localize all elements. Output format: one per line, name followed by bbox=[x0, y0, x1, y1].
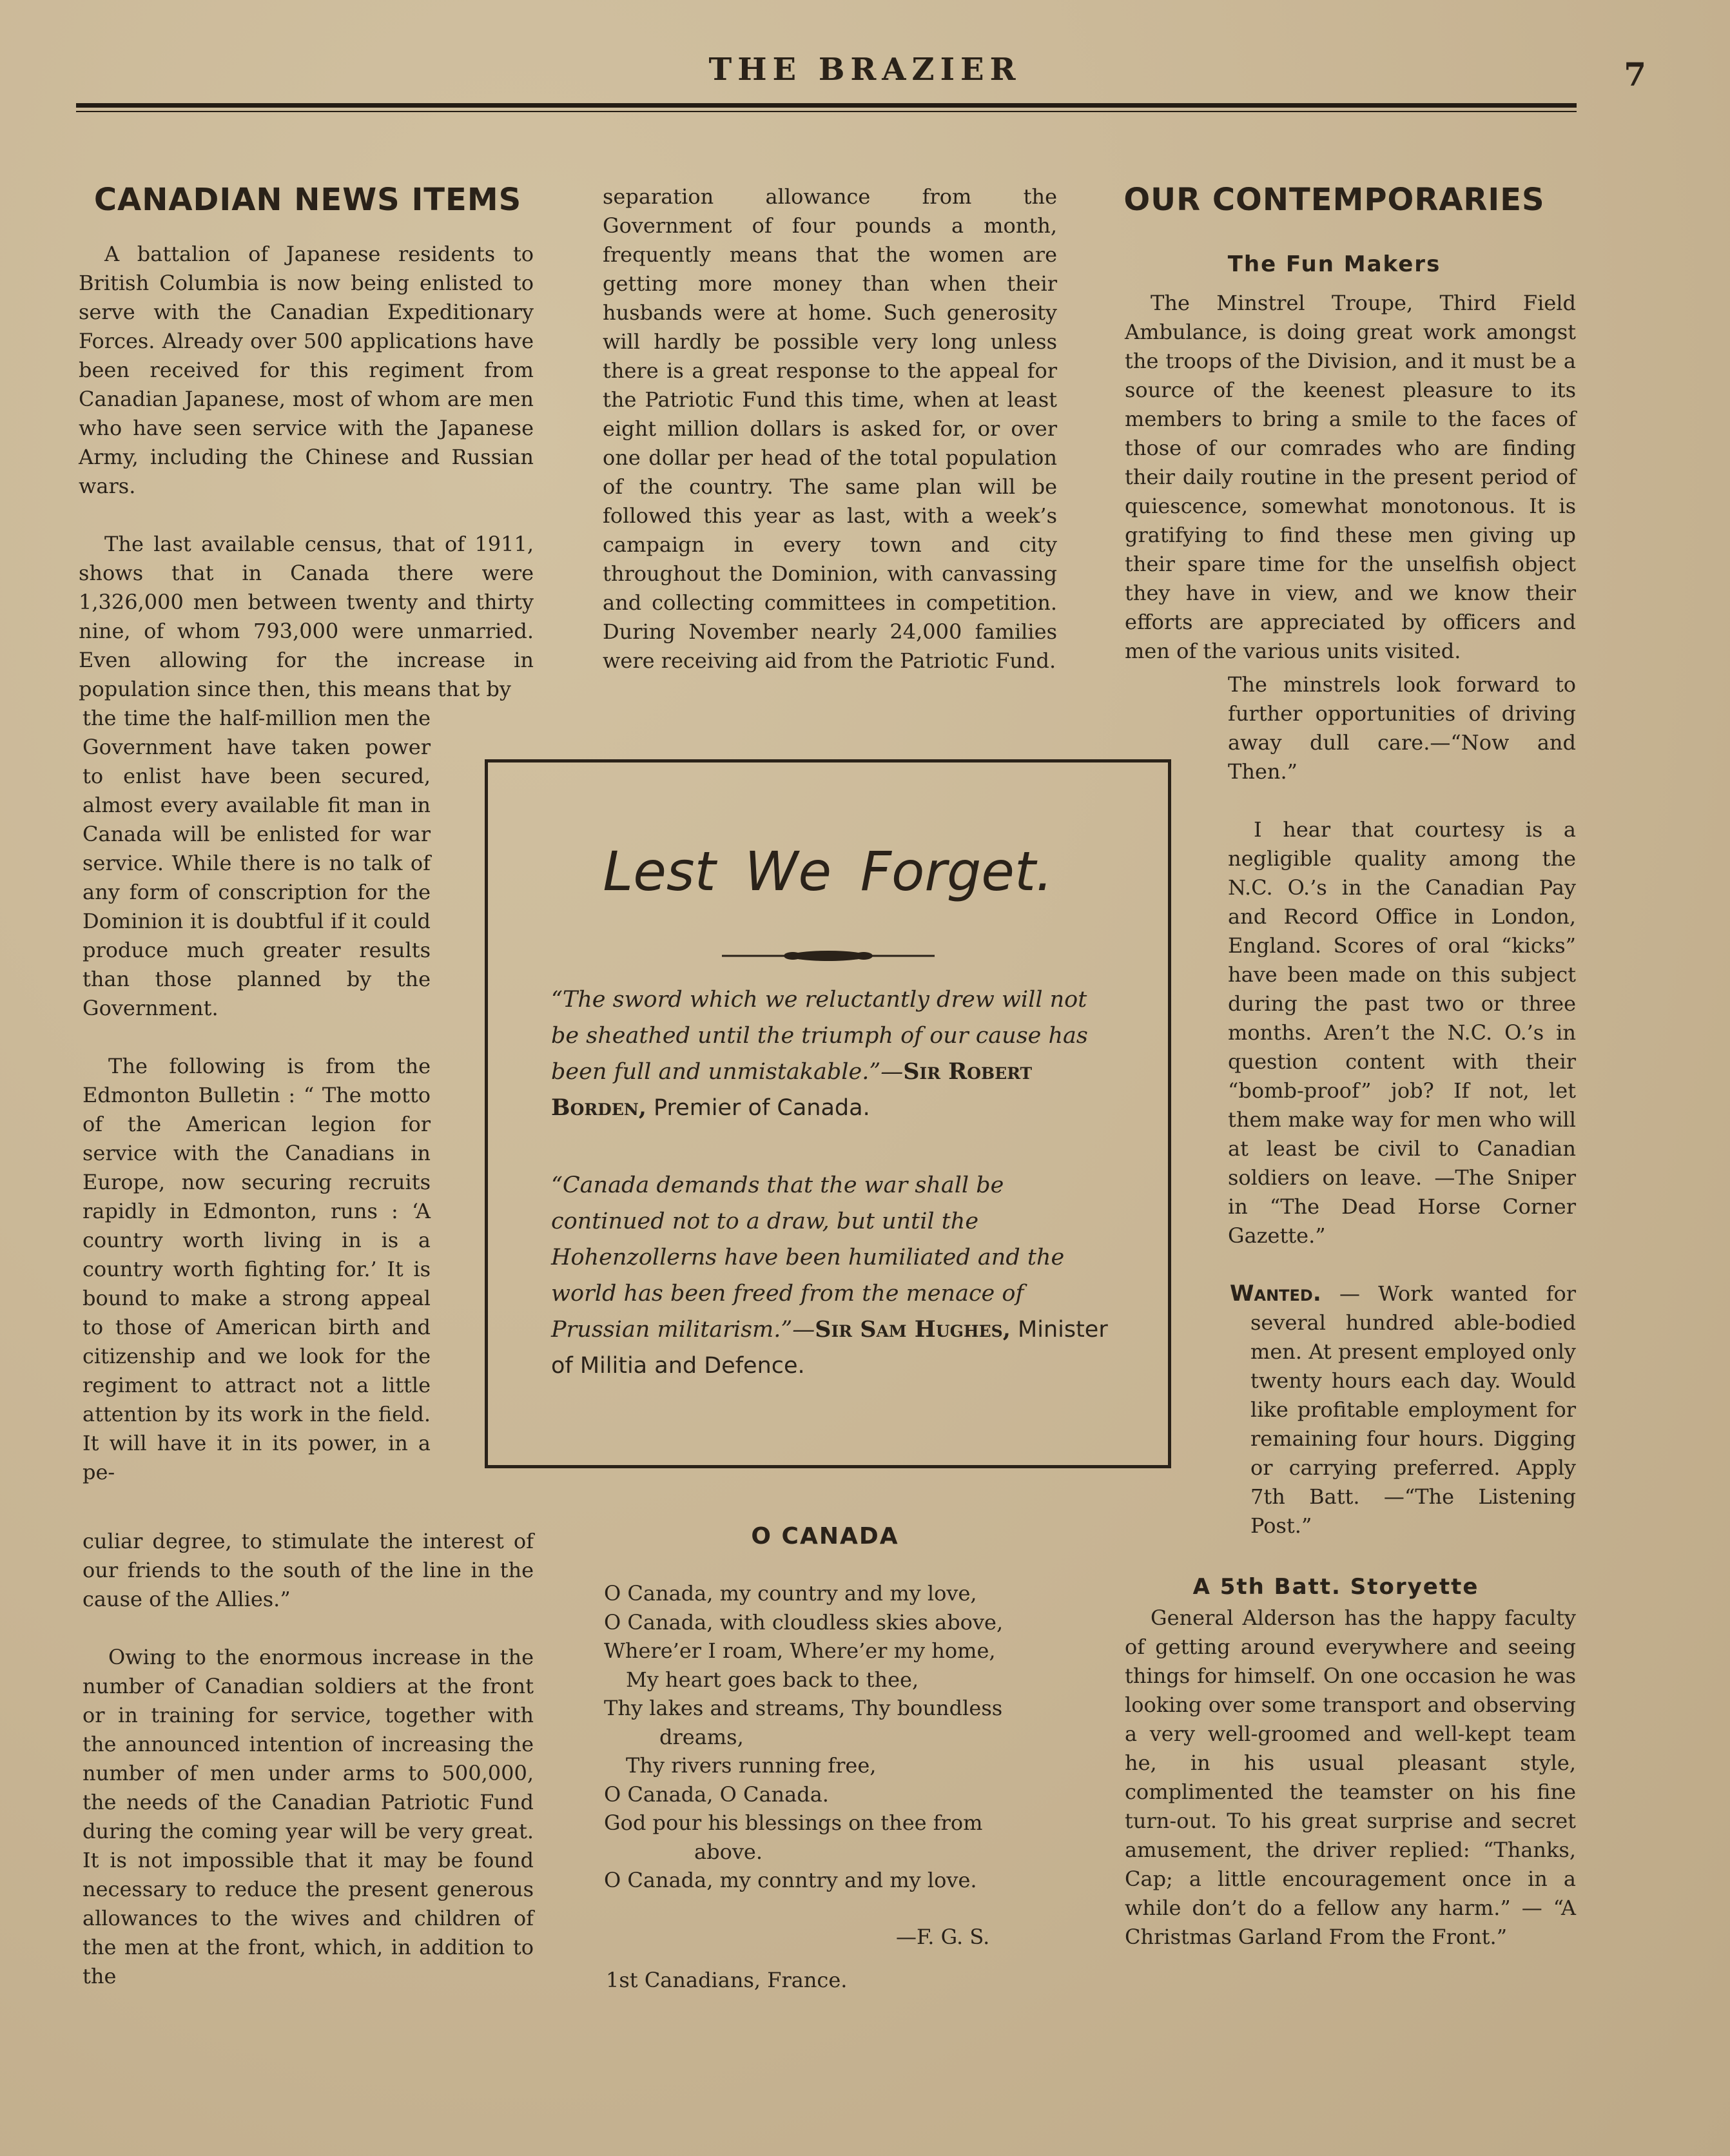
canadian-news-column-narrow bbox=[83, 704, 431, 1487]
borden-quote-block bbox=[551, 982, 1112, 1126]
o-canada-poem bbox=[604, 1579, 1003, 1895]
poem-signature: —F. G. S. bbox=[896, 1925, 990, 1949]
poem-line: My heart goes back to thee, bbox=[626, 1667, 919, 1692]
hughes-name: Sir Sam Hughes, bbox=[815, 1316, 1011, 1343]
canadian-news-heading: CANADIAN NEWS ITEMS bbox=[93, 182, 522, 218]
header-rule-thin bbox=[76, 111, 1577, 112]
poem-line: O Canada, O Canada. bbox=[604, 1782, 829, 1807]
poem-line: above. bbox=[694, 1839, 763, 1864]
poem-line: God pour his blessings on thee from bbox=[604, 1811, 983, 1835]
news-item-patriotic-fund: Owing to the enormous increase in the number of Canadian soldiers at the front or in training for service, together with the announced intention of increasing the number of men under arms to 500,000, the needs of the Canadian Patriotic Fund during the coming year will be very great. It is not impossible that it may be found necessary to reduce the present generous allowances to the wives and children of the men at the front, which, in addition to the bbox=[83, 1645, 534, 1988]
canadian-news-column-top bbox=[79, 240, 534, 704]
news-item-census-cont: the time the half-million men the Government have taken power to enlist have been secured, almost every available fit man in Canada will be enlisted for war service. While there is no talk of any form of conscription for the Dominion it is doubtful if it could produce much greater results than those planned by the Government. bbox=[83, 706, 431, 1020]
wanted-text: — Work wanted for several hundred able-bodied men. At present employed only twenty hours each day. Would like profitable employment for remaining four hours. Digging or carrying preferred. Apply 7th Batt. —“The Listening Post.” bbox=[1250, 1281, 1576, 1538]
hughes-role: Minister of Militia and Defence. bbox=[551, 1317, 1108, 1379]
poem-line: Thy lakes and streams, Thy boundless bbox=[604, 1696, 1003, 1720]
poem-line: Where’er I roam, Where’er my home, bbox=[604, 1638, 996, 1663]
poem-line: O Canada, my country and my love, bbox=[604, 1581, 977, 1606]
fun-makers-text: The Minstrel Troupe, Third Field Ambulance, is doing great work amongst the troops of the Division, and it must be a source of the keenest pleasure to its members to bring a smile to the faces of those of our comrades who are finding their daily routine in the present period of quiescence, somewhat monotonous. It is gratifying to find these men giving up their spare time for the unselfish object they have in view, and we know their efforts are appreciated by officers and men of the various units visited. bbox=[1125, 291, 1576, 663]
lest-we-forget-box bbox=[485, 759, 1171, 1468]
canadian-news-column-bottom bbox=[83, 1527, 534, 1991]
news-item-japanese-battalion: A battalion of Japanese residents to British Columbia is now being enlisted to serve with the Canadian Expeditionary Forces. Already over 500 applications have been received for this regiment from Canadian Japanese, most of whom are men who have seen service with the Japanese Army, including the Chinese and Russian wars. bbox=[79, 242, 534, 498]
page-number: 7 bbox=[1624, 55, 1646, 93]
poem-line: Thy rivers running free, bbox=[626, 1753, 877, 1778]
poem-line: O Canada, my conntry and my love. bbox=[604, 1868, 977, 1892]
fun-makers-column-narrow bbox=[1228, 670, 1576, 1250]
storyette-heading: A 5th Batt. Storyette bbox=[1192, 1574, 1479, 1600]
news-item-patriotic-fund-cont: separation allowance from the Government of four pounds a month, frequently means that the women are getting more money than when their husbands were at home. Such generosity will hardly be possible very long unless there is a great response to the appeal for the Patriotic Fund this time, when at least eight million dollars is asked for, or over one dollar per head of the total population of the country. The same plan will be followed this year as last, with a week’s campaign in every town and city throughout the Dominion, with canvassing and collecting committees in competition. During November nearly 24,000 families were receiving aid from the Patriotic Fund. bbox=[603, 184, 1057, 673]
hughes-quote: “Canada demands that the war shall be continued not to a draw, but until the Hohenzollerns have been humiliated and the world has been freed from the menace of Prussian militarism.”— bbox=[551, 1172, 1065, 1343]
ornament-divider-icon bbox=[722, 948, 935, 964]
fun-makers-heading: The Fun Makers bbox=[1227, 251, 1441, 277]
borden-name: Sir Robert Borden, bbox=[551, 1058, 1033, 1121]
contemporaries-heading: OUR CONTEMPORARIES bbox=[1123, 182, 1545, 218]
o-canada-heading: O CANADA bbox=[751, 1523, 899, 1549]
storyette-column bbox=[1125, 1604, 1576, 1952]
lest-we-forget-title: Lest We Forget. bbox=[603, 840, 1053, 903]
patriotic-fund-column bbox=[603, 182, 1057, 675]
borden-role: Premier of Canada. bbox=[646, 1095, 870, 1121]
header-rule-thick bbox=[76, 103, 1577, 108]
news-item-edmonton-bulletin: The following is from the Edmonton Bulletin : “ The motto of the American legion for service with the Canadians in Europe, now securing recruits rapidly in Edmonton, runs : ‘A country worth living in is a country worth fighting for.’ It is bound to make a strong appeal to those of American birth and citizenship and we look for the regiment to attract not a little attention by its work in the field. It will have it in its power, in a pe- bbox=[83, 1054, 431, 1484]
news-item-edmonton-cont: culiar degree, to stimulate the interest of our friends to the south of the line in the cause of the Allies.” bbox=[83, 1529, 534, 1611]
poem-line: O Canada, with cloudless skies above, bbox=[604, 1609, 1004, 1635]
courtesy-text: I hear that courtesy is a negligible quality among the N.C. O.’s in the Canadian Pay and Record Office in London, England. Scores of oral “kicks” have been made on this subject during the past two or three months. Aren’t the N.C. O.’s in question content with their “bomb-proof” job? If not, let them make way for men who will at least be civil to Canadian soldiers on leave. —The Sniper in “The Dead Horse Corner Gazette.” bbox=[1228, 817, 1576, 1248]
wanted-label: Wanted. bbox=[1230, 1281, 1321, 1306]
hughes-quote-block bbox=[551, 1167, 1112, 1384]
wanted-notice bbox=[1230, 1279, 1576, 1540]
fun-makers-text-cont: The minstrels look forward to further opportunities of driving away dull care.—“Now and Then.” bbox=[1228, 672, 1576, 784]
storyette-text: General Alderson has the happy faculty of getting around everywhere and seeing things for himself. On one occasion he was looking over some transport and observing a very well-groomed and well-kept team he, in his usual pleasant style, complimented the teamster on his fine turn-out. To his great surprise and secret amusement, the driver replied: “Thanks, Cap; a little encouragement once in a while don’t do a fellow any harm.” — “A Christmas Garland From the Front.” bbox=[1125, 1606, 1576, 1949]
poem-line: dreams, bbox=[659, 1724, 744, 1749]
borden-quote: “The sword which we reluctantly drew will not be sheathed until the triumph of our cause has been full and unmistakable.”— bbox=[551, 987, 1088, 1085]
poem-unit: 1st Canadians, France. bbox=[606, 1968, 848, 1992]
fun-makers-column bbox=[1125, 289, 1576, 666]
news-item-census: The last available census, that of 1911, shows that in Canada there were 1,326,000 men between twenty and thirty nine, of whom 793,000 were unmarried. Even allowing for the increase in population since then, this means that by bbox=[79, 532, 534, 701]
masthead-title: THE BRAZIER bbox=[708, 52, 1022, 88]
